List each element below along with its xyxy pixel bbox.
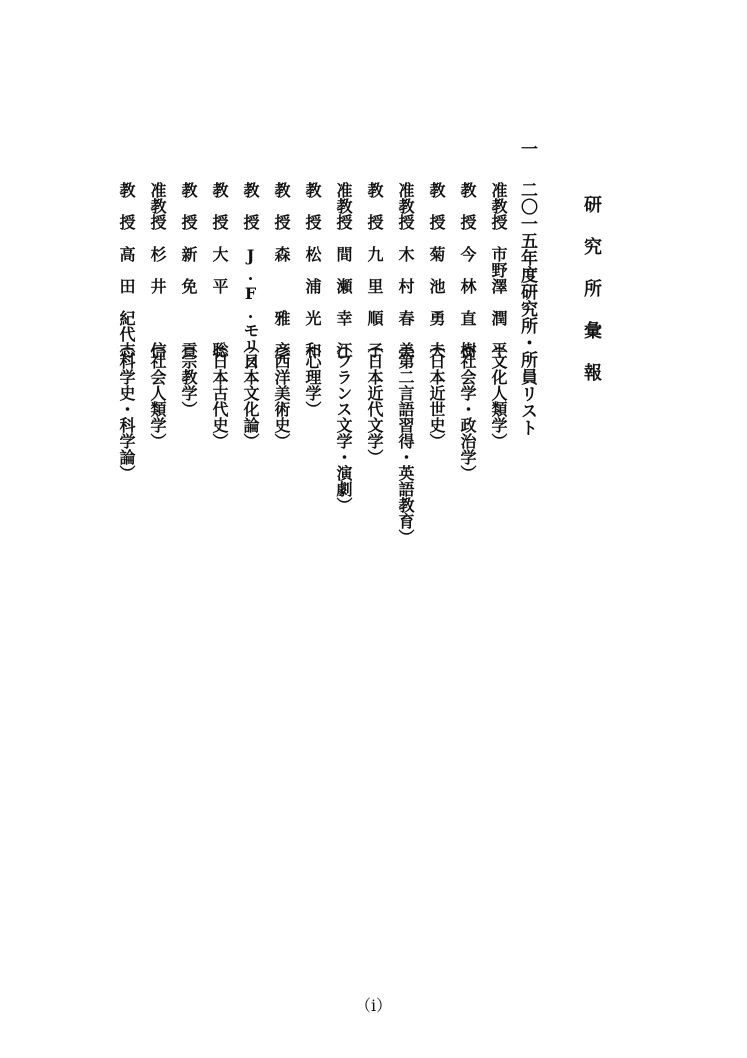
member-rank: 教 授 bbox=[210, 182, 229, 230]
member-rank: 准教授 bbox=[334, 182, 353, 230]
section-heading-text: 二〇一五年度研究所・所員リスト bbox=[517, 181, 537, 436]
member-name: 杉 井 信 bbox=[148, 246, 167, 358]
member-name: 九 里 順 子 bbox=[365, 246, 384, 358]
member-name: 市野澤 潤 平 bbox=[489, 246, 508, 358]
member-rank: 准教授 bbox=[396, 182, 415, 230]
member-rank: 教 授 bbox=[272, 182, 291, 230]
member-field: （社会人類学） bbox=[148, 337, 167, 449]
member-name: 菊 池 勇 夫 bbox=[427, 246, 446, 358]
member-field: （社会学・政治学） bbox=[458, 337, 477, 481]
page-number: （ⅰ） bbox=[354, 996, 393, 1015]
member-field: （第二言語習得・英語教育） bbox=[396, 337, 415, 545]
member-field: （文化人類学） bbox=[489, 337, 508, 449]
section-heading bbox=[515, 140, 540, 436]
member-name: 今 林 直 樹 bbox=[458, 246, 477, 358]
member-name: 松 浦 光 和 bbox=[303, 246, 322, 358]
member-name: 新 免 貢 bbox=[179, 246, 198, 358]
member-rank: 教 授 bbox=[117, 182, 136, 230]
member-rank: 教 授 bbox=[303, 182, 322, 230]
member-name: J.F.モリス bbox=[241, 246, 260, 370]
member-name: 大 平 聡 bbox=[210, 246, 229, 358]
member-rank: 教 授 bbox=[427, 182, 446, 230]
member-field: （宗教学） bbox=[179, 337, 198, 417]
member-field: （日本近世史） bbox=[427, 337, 446, 449]
member-field: （日本文化論） bbox=[241, 337, 260, 449]
report-title: 研究所彙報 bbox=[581, 195, 602, 405]
member-name: 木 村 春 美 bbox=[396, 246, 415, 358]
member-rank: 教 授 bbox=[458, 182, 477, 230]
member-name: 森 雅 彦 bbox=[272, 246, 291, 358]
member-field: （日本古代史） bbox=[210, 337, 229, 449]
member-field: （心理学） bbox=[303, 337, 322, 417]
member-field: （西洋美術史） bbox=[272, 337, 291, 449]
member-field: （日本近代文学） bbox=[365, 337, 384, 465]
member-field: （科学史・科学論） bbox=[117, 337, 136, 481]
member-field: （フランス文学・演劇） bbox=[334, 337, 353, 513]
member-rank: 教 授 bbox=[179, 182, 198, 230]
member-rank: 教 授 bbox=[365, 182, 384, 230]
member-rank: 准教授 bbox=[148, 182, 167, 230]
member-rank: 准教授 bbox=[489, 182, 508, 230]
member-rank: 教 授 bbox=[241, 182, 260, 230]
section-number: 一 bbox=[517, 140, 537, 157]
member-name: 間 瀬 幸 江 bbox=[334, 246, 353, 358]
member-name: 高 田 紀代志 bbox=[117, 246, 136, 358]
